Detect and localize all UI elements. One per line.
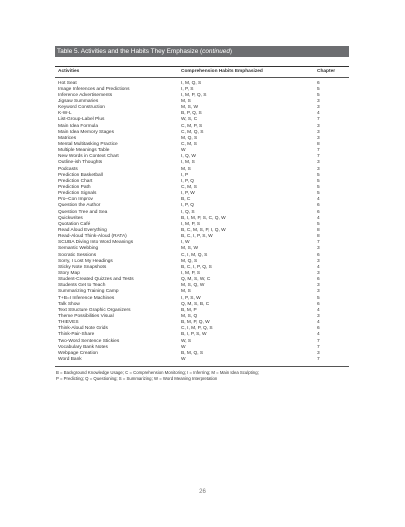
chapter-cell: 6	[317, 277, 320, 283]
habits-cell: M, S, Q, W	[181, 283, 205, 289]
habits-cell: I, P, Q	[181, 203, 194, 209]
chapter-cell: 3	[317, 313, 320, 319]
chapter-cell: 5	[317, 172, 320, 178]
chapter-cell: 7	[317, 356, 320, 362]
table-title	[55, 46, 349, 57]
habits-cell: B, C, I, P, S, W	[181, 234, 213, 240]
habits-cell: B, M, P	[181, 307, 197, 313]
habits-cell: C, I, M, P, Q, S	[181, 326, 213, 332]
activity-cell: Mental Multitasking Practice	[58, 142, 118, 147]
activity-cell: Hot Seat	[58, 80, 77, 86]
chapter-cell: 3	[317, 99, 320, 105]
chapter-cell: 6	[317, 252, 320, 258]
activity-cell: Word Bank	[58, 356, 82, 362]
chapter-cell: 5	[317, 295, 320, 301]
activity-cell: Jigsaw Summaries	[58, 99, 99, 105]
activity-cell: Podcasts	[58, 166, 78, 172]
habits-cell: C, M, Q, S	[181, 129, 204, 135]
chapter-cell: 3	[317, 129, 320, 135]
table-title-close: )	[229, 48, 233, 55]
activity-cell: THIEVES	[58, 320, 79, 326]
activity-cell: Two-Word Sentence Stickies	[58, 338, 120, 344]
activity-cell: Talk Show	[58, 301, 80, 307]
header-rule	[55, 77, 349, 78]
chapter-cell: 3	[317, 135, 320, 141]
habits-cell: M, Q, S	[181, 258, 198, 264]
habits-cell: W	[181, 356, 186, 362]
table-footnote	[55, 370, 349, 383]
habits-cell: I, W	[181, 240, 190, 246]
habits-cell: M, S, W	[181, 246, 199, 252]
activity-cell: Sticky Note Snapshots	[58, 264, 107, 270]
chapter-cell: 6	[317, 301, 320, 307]
habits-cell: I, P, Q	[181, 178, 194, 184]
chapter-cell: 4	[317, 111, 320, 117]
chapter-cell: 7	[317, 148, 320, 154]
habits-cell: M, S	[181, 99, 191, 105]
activity-cell: Quickwrites	[58, 215, 83, 221]
activity-cell: Question Tree and Sea	[58, 209, 108, 215]
activity-cell: Student-Created Quizzes and Tests	[58, 277, 134, 283]
activity-cell: Prediction Chart	[58, 178, 93, 184]
activity-cell: Prediction Signals	[58, 191, 97, 197]
habits-cell: I, P	[181, 172, 189, 178]
habits-cell: I, M, P, Q, S	[181, 92, 207, 98]
chapter-cell: 4	[317, 320, 320, 326]
chapter-cell: 5	[317, 191, 320, 197]
habits-cell: B, C, I, P, Q, S	[181, 264, 212, 270]
habits-cell: C, I, M, Q, S	[181, 252, 208, 258]
page-number: 26	[199, 489, 206, 495]
activity-cell: Matrices	[58, 135, 77, 141]
chapter-cell: 6	[317, 203, 320, 209]
activity-cell: Vocabulary Bank Notes	[58, 344, 108, 350]
habits-cell: M, S	[181, 166, 191, 172]
header-activities: Activities	[58, 69, 80, 74]
activity-cell: Image Inferences and Predictions	[58, 86, 130, 92]
chapter-cell: 4	[317, 307, 320, 313]
activity-cell: Question the Author	[58, 203, 101, 209]
chapter-cell: 3	[317, 123, 320, 129]
activity-cell: T+B=I Inference Machines	[58, 295, 115, 301]
chapter-cell: 3	[317, 350, 320, 356]
activity-cell: List-Group-Label Plus	[58, 117, 105, 123]
chapter-cell: 3	[317, 283, 320, 289]
activity-cell: Theme Possibilities Visual	[58, 313, 114, 319]
chapter-cell: 3	[317, 105, 320, 111]
chapter-cell: 4	[317, 332, 320, 338]
table-title-main: Table 5. Activities and the Habits They Emphasize (	[57, 48, 203, 55]
chapter-cell: 5	[317, 184, 320, 190]
chapter-cell: 5	[317, 178, 320, 184]
habits-cell: W, S	[181, 338, 192, 344]
bottom-rule	[55, 366, 349, 367]
activity-cell: Semantic Webbing	[58, 246, 99, 252]
habits-cell: W	[181, 148, 186, 154]
chapter-cell: 4	[317, 197, 320, 203]
habits-cell: C, M, S	[181, 142, 197, 147]
chapter-cell: 5	[317, 86, 320, 92]
habits-cell: I, P, W	[181, 191, 195, 197]
habits-cell: I, M, P, S	[181, 270, 201, 276]
activity-cell: Summarizing Training Camp	[58, 289, 119, 295]
chapter-cell: 3	[317, 258, 320, 264]
header-chapter: Chapter	[317, 69, 336, 74]
chapter-cell: 8	[317, 234, 320, 240]
habits-cell: W	[181, 344, 186, 350]
footnote-line-2: P = Predicting; Q = Questioning; S = Summarizing; W = Word Meaning Interpretation	[56, 376, 218, 382]
header-habits: Comprehension Habits Emphasized	[181, 69, 263, 74]
table-body	[55, 81, 349, 363]
chapter-cell: 3	[317, 246, 320, 252]
chapter-cell: 6	[317, 80, 320, 86]
activity-cell: Main Idea Formula	[58, 123, 98, 129]
chapter-cell: 4	[317, 264, 320, 270]
habits-cell: M, Q, S	[181, 135, 198, 141]
habits-cell: C, M, P, S	[181, 123, 203, 129]
activity-cell: New Words in Context Chart	[58, 154, 119, 160]
habits-cell: I, Q, W	[181, 154, 196, 160]
activity-cell: Multiple Meanings Table	[58, 148, 110, 154]
activity-cell: Pro–Con Improv	[58, 197, 93, 203]
activity-cell: SCUBA Diving Into Word Meanings	[58, 240, 134, 246]
activity-cell: Socratic Sessions	[58, 252, 97, 258]
habits-cell: B, I, M, P, S, C, Q, W	[181, 215, 226, 221]
chapter-cell: 3	[317, 160, 320, 166]
activity-cell: Webpage Creation	[58, 350, 98, 356]
activity-cell: Sorry, I Lost My Headings	[58, 258, 113, 264]
chapter-cell: 3	[317, 289, 320, 295]
habits-cell: Q, M, S, W, C	[181, 277, 211, 283]
chapter-cell: 7	[317, 344, 320, 350]
chapter-cell: 6	[317, 209, 320, 215]
chapter-cell: 8	[317, 227, 320, 233]
table-header-row	[55, 67, 349, 77]
habits-cell: B, C	[181, 197, 191, 203]
activity-cell: Story Map	[58, 270, 80, 276]
activity-cell: K-W-L	[58, 111, 72, 117]
activity-cell: Main Idea Memory Stages	[58, 129, 114, 135]
habits-cell: M, S, Q	[181, 313, 198, 319]
habits-cell: M, S	[181, 289, 191, 295]
activity-cell: Think-Aloud Note Grids	[58, 326, 108, 332]
habits-cell: B, M, Q, S	[181, 350, 204, 356]
footnote-line-1: B = Background Knowledge Usage; C = Comprehension Monitoring; I = Inferring; M = Main Idea Sculpting;	[56, 369, 259, 375]
habits-cell: I, M, S	[181, 160, 195, 166]
habits-cell: B, C, M, S, P, I, Q, W	[181, 227, 226, 233]
habits-cell: I, M, P, S	[181, 221, 201, 227]
habits-cell: B, P, Q, S	[181, 111, 202, 117]
activity-cell: Read Aloud Everything	[58, 227, 107, 233]
activity-cell: Read-Aloud Think-Aloud (RATA)	[58, 234, 127, 240]
habits-cell: C, M, S	[181, 184, 197, 190]
chapter-cell: 5	[317, 221, 320, 227]
habits-cell: I, Q, S	[181, 209, 195, 215]
table-title-continued: continued	[202, 48, 230, 55]
table-row	[55, 357, 349, 363]
habits-cell: B, M, P, Q, W	[181, 320, 210, 326]
chapter-cell: 7	[317, 154, 320, 160]
habits-cell: M, S, W	[181, 105, 199, 111]
activity-cell: Think-Pair-Share	[58, 332, 95, 338]
activity-cell: Prediction Path	[58, 184, 91, 190]
chapter-cell: 6	[317, 326, 320, 332]
activity-cell: Outline-ish Thoughts	[58, 160, 103, 166]
activity-cell: Quotation Café	[58, 221, 91, 227]
activity-cell: Text Structure Graphic Organizers	[58, 307, 131, 313]
chapter-cell: 7	[317, 338, 320, 344]
habits-cell: I, M, Q, S	[181, 80, 202, 86]
habits-cell: B, I, P, S, W	[181, 332, 207, 338]
activity-cell: Students Get to Teach	[58, 283, 106, 289]
activity-cell: Prediction Basketball	[58, 172, 103, 178]
chapter-cell: 7	[317, 240, 320, 246]
activities-table	[55, 46, 349, 383]
chapter-cell: 4	[317, 215, 320, 221]
chapter-cell: 8	[317, 142, 320, 147]
activity-cell: Inference Advertisements	[58, 92, 113, 98]
chapter-cell: 5	[317, 92, 320, 98]
chapter-cell: 3	[317, 166, 320, 172]
chapter-cell: 3	[317, 270, 320, 276]
habits-cell: I, P, S, W	[181, 295, 201, 301]
activity-cell: Keyword Construction	[58, 105, 105, 111]
chapter-cell: 7	[317, 117, 320, 123]
habits-cell: I, P, S	[181, 86, 194, 92]
habits-cell: Q, M, S, B, C	[181, 301, 210, 307]
habits-cell: W, S, C	[181, 117, 198, 123]
